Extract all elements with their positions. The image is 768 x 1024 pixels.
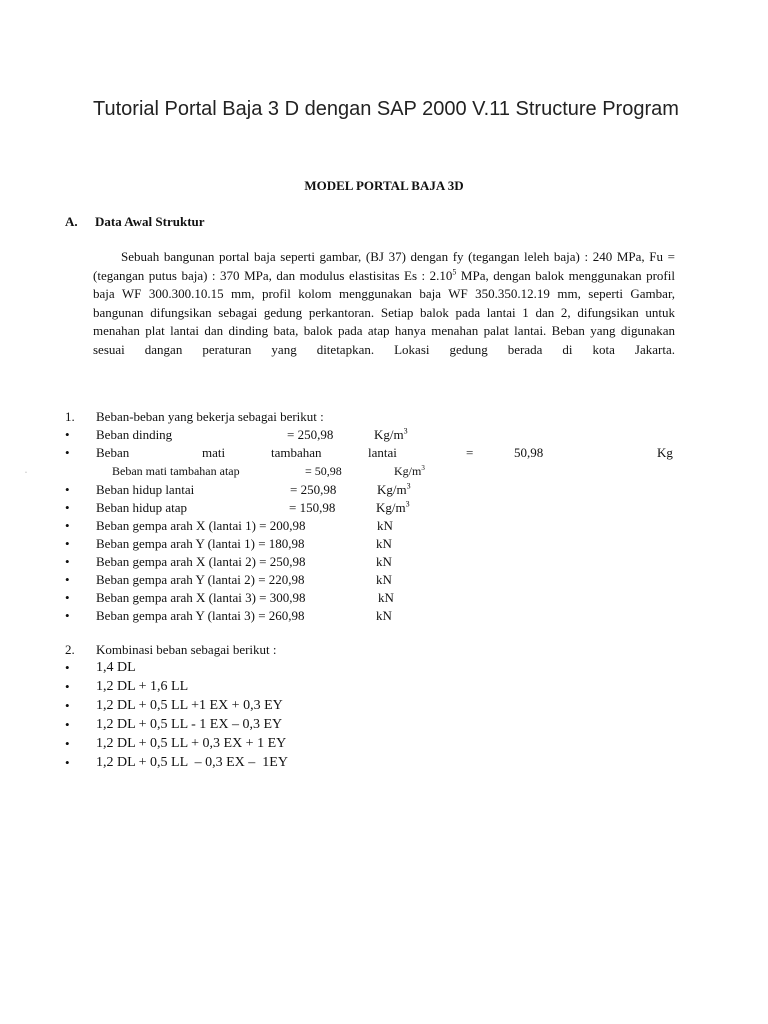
load-label: Beban dinding xyxy=(96,427,173,442)
combo-text: 1,2 DL + 0,5 LL – 0,3 EX – 1EY xyxy=(96,755,288,770)
bullet-icon: • xyxy=(65,679,70,694)
para-part-2: MPa, dengan balok menggunakan profil baja WF 300.300.10.15 mm, profil kolom menggunakan baja WF 350.350.12.19 mm, seperti Gambar, bangunan difungsikan sebagai gedung perkantoran. Setiap balok pada lantai 1 dan 2, difungsikan untuk menahan plat lantai dan dinding bata, balok pada atap hanya menahan palat lantai. Beban yang digunakan sesuai dangan peraturan yang ditetapkan. Lokasi gedung berada di kota Jakarta. xyxy=(93,267,675,357)
load-unit: Kg xyxy=(657,445,673,460)
bullet-icon: • xyxy=(65,736,70,751)
load-label: Beban hidup lantai xyxy=(96,482,195,497)
intro-paragraph xyxy=(93,248,675,359)
load-value: = 250,98 xyxy=(287,427,334,442)
load-unit: kN xyxy=(377,518,393,533)
list1-number: 1. xyxy=(65,409,75,424)
load-unit: kN xyxy=(376,608,392,623)
dot-icon: · xyxy=(25,470,27,476)
combo-text: 1,2 DL + 0,5 LL + 0,3 EX + 1 EY xyxy=(96,736,287,751)
load-unit: $Kg/m^3$ xyxy=(376,499,410,515)
load-word: mati xyxy=(202,445,226,460)
bullet-icon: • xyxy=(65,698,70,713)
load-label: Beban mati tambahan atap xyxy=(112,464,240,478)
load-value: = 50,98 xyxy=(305,464,342,478)
load-label: Beban gempa arah Y (lantai 3) = 260,98 xyxy=(96,608,305,623)
bullet-icon: • xyxy=(65,536,70,551)
section-a-label: Data Awal Struktur xyxy=(95,214,205,229)
load-label: Beban gempa arah X (lantai 3) = 300,98 xyxy=(96,590,306,605)
bullet-icon: • xyxy=(65,518,70,533)
bullet-icon: • xyxy=(65,572,70,587)
load-unit: $Kg/m^3$ xyxy=(377,481,411,497)
load-label: Beban gempa arah Y (lantai 1) = 180,98 xyxy=(96,536,305,551)
bullet-icon: • xyxy=(65,755,70,770)
para-part-1: Sebuah bangunan portal baja seperti gambar, (BJ 37) dengan fy (tegangan leleh baja) : 240 MPa, Fu = (tegangan putus baja) : 370 MPa, dan modulus elastisitas Es : 2.10 xyxy=(93,249,675,283)
load-value: = 150,98 xyxy=(289,500,336,515)
bullet-icon: • xyxy=(65,660,70,675)
bullet-icon: • xyxy=(65,445,70,460)
load-unit: kN xyxy=(378,590,394,605)
load-word: Beban xyxy=(96,445,130,460)
list1-heading: Beban-beban yang bekerja sebagai berikut : xyxy=(96,409,324,424)
list2-heading: Kombinasi beban sebagai berikut : xyxy=(96,642,277,657)
load-unit: kN xyxy=(376,554,392,569)
section-subtitle: MODEL PORTAL BAJA 3D xyxy=(304,178,464,193)
load-equals: = xyxy=(466,445,474,460)
bullet-icon: • xyxy=(65,427,70,442)
bullet-icon: • xyxy=(65,482,70,497)
list2-number: 2. xyxy=(65,642,75,657)
load-label: Beban gempa arah Y (lantai 2) = 220,98 xyxy=(96,572,305,587)
load-word: tambahan xyxy=(271,445,322,460)
combo-text: 1,4 DL xyxy=(96,660,136,675)
load-label: Beban gempa arah X (lantai 2) = 250,98 xyxy=(96,554,306,569)
load-word: lantai xyxy=(368,445,397,460)
load-unit: kN xyxy=(376,572,392,587)
load-unit: kN xyxy=(376,536,392,551)
load-unit: $Kg/m^3$ xyxy=(394,464,425,478)
section-a-heading xyxy=(65,214,205,230)
document-title: Tutorial Portal Baja 3 D dengan SAP 2000 V.11 Structure Program xyxy=(93,98,679,120)
bullet-icon: • xyxy=(65,500,70,515)
load-label: Beban hidup atap xyxy=(96,500,187,515)
section-a-number: A. xyxy=(65,214,78,229)
bullet-icon: • xyxy=(65,554,70,569)
bullet-icon: • xyxy=(65,608,70,623)
load-value: 50,98 xyxy=(514,445,544,460)
combo-text: 1,2 DL + 1,6 LL xyxy=(96,679,189,694)
bullet-icon: • xyxy=(65,717,70,732)
combo-text: 1,2 DL + 0,5 LL - 1 EX – 0,3 EY xyxy=(96,717,283,732)
para-exponent: 5 xyxy=(452,267,457,277)
load-label: Beban gempa arah X (lantai 1) = 200,98 xyxy=(96,518,306,533)
load-value: = 250,98 xyxy=(290,482,337,497)
combo-text: 1,2 DL + 0,5 LL +1 EX + 0,3 EY xyxy=(96,698,283,713)
bullet-icon: • xyxy=(65,590,70,605)
load-unit: $Kg/m^3$ xyxy=(374,426,408,442)
